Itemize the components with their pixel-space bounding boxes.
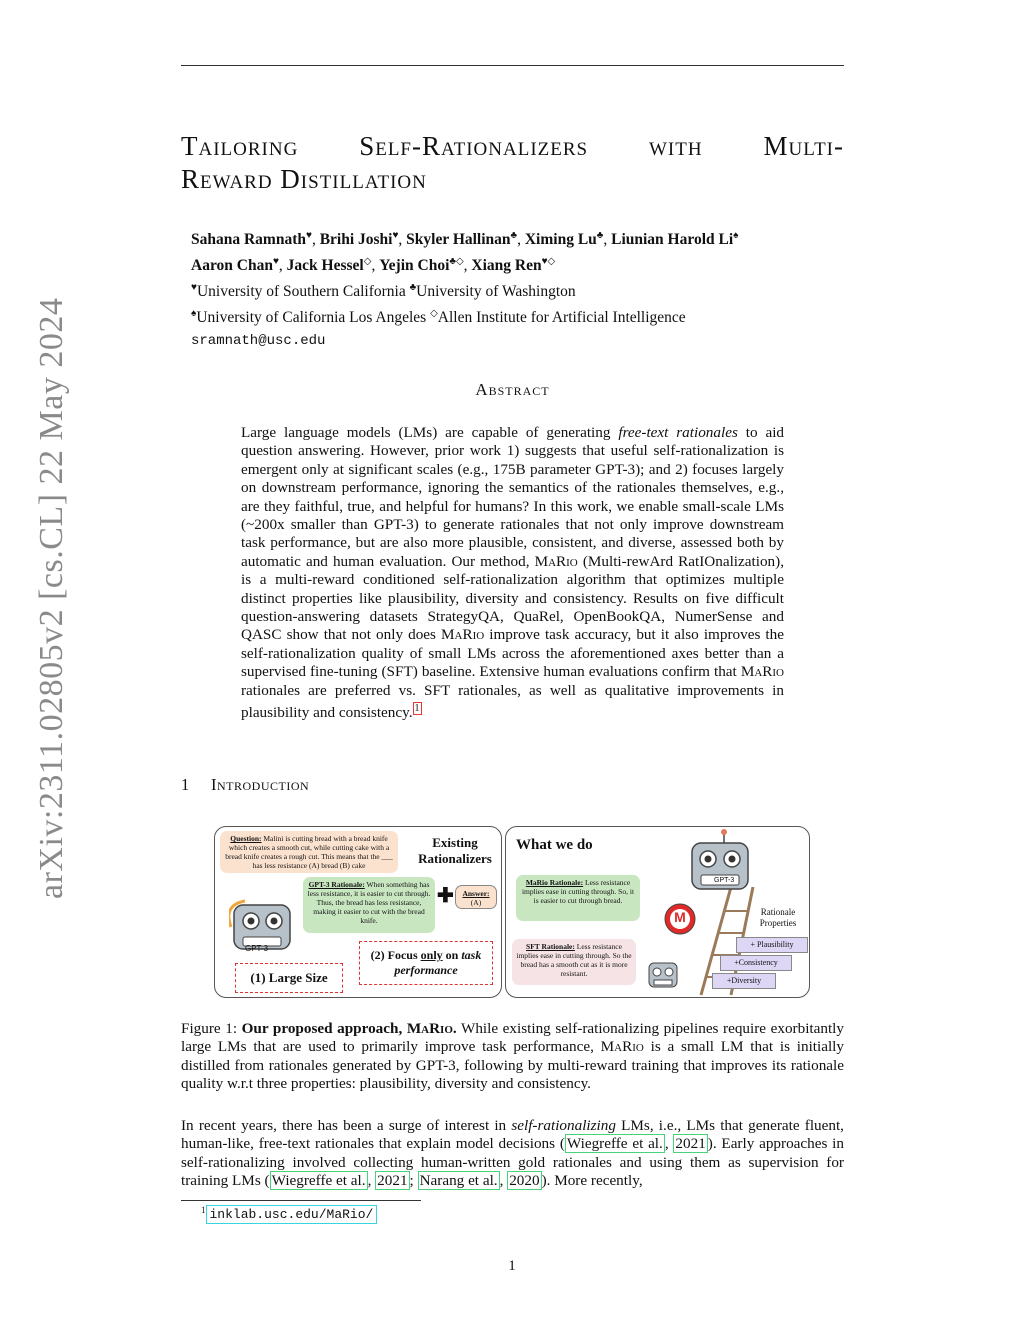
- intro-paragraph: In recent years, there has been a surge of interest in self-rationalizing LMs, i.e., LMs that generate fluent, human-like, free-text rationales that explain model decisions ( Wiegreffe et al. , 2021 ). Early approaches in self-rationalizing involved collecting human-written gold rationales and using them as supervision for training LMs ( Wiegreffe et al. , 2021 ; Narang et al. , 2020 ). More recently,: [181, 1117, 844, 1190]
- gpt3-tag: GPT-3: [245, 944, 269, 953]
- author-email: sramnath@usc.edu: [191, 332, 326, 349]
- method-name: MaRio: [406, 1020, 453, 1037]
- affil-mark: ◇: [430, 308, 438, 320]
- footnote-rule: [181, 1200, 421, 1201]
- footnote-url-link[interactable]: inklab.usc.edu/MaRio/: [206, 1205, 378, 1224]
- section-number: 1: [181, 775, 190, 794]
- figure-1: [214, 826, 810, 1000]
- body-text: ). Early approaches in self-rationalizing involved collecting human-written gold rationales and using them as supervision for training LMs (: [181, 1135, 844, 1190]
- author-name: Aaron Chan: [191, 257, 273, 275]
- author-line-1: Sahana Ramnath♥, Brihi Joshi♥, Skyler Hallinan♣, Ximing Lu♣, Liunian Harold Li♠: [191, 230, 739, 249]
- author-name: Ximing Lu: [524, 231, 597, 249]
- author-name: Skyler Hallinan: [406, 231, 511, 249]
- small-robot-icon: [646, 959, 680, 995]
- abstract-text: [241, 424, 784, 723]
- citation-link[interactable]: Wiegreffe et al.: [566, 1135, 663, 1153]
- affil-mark: ♥: [392, 230, 399, 241]
- answer-text: (A): [470, 898, 482, 907]
- method-name: MaRio: [600, 1038, 644, 1056]
- author-name: Liunian Harold Li: [611, 231, 734, 249]
- affiliation-line-1: [191, 277, 831, 303]
- body-text: In recent years, there has been a surge of interest in: [181, 1117, 512, 1134]
- caption-bold: Our proposed approach,: [241, 1020, 407, 1037]
- body-text: ). More recently,: [541, 1172, 643, 1190]
- abstract-run: improve task accuracy, but it also improves the self-rationalization quality of small LMs across the aforementioned axes better than a supervised fine-tuning (SFT) baseline. Extensive human evaluations confirm that: [241, 626, 784, 681]
- rationale-properties-title: Rationale Properties: [759, 907, 797, 928]
- mario-rationale-label: MaRio Rationale:: [525, 878, 584, 887]
- arxiv-side-label[interactable]: arXiv:2311.02805v2 [cs.CL] 22 May 2024: [33, 297, 70, 899]
- citation-year-link[interactable]: 2020: [509, 1172, 540, 1190]
- mario-rationale-bubble: [516, 875, 640, 921]
- sft-rationale-text: Less resistance implies ease in cutting through. So the bread has a smooth cut as it is more resistant.: [516, 942, 632, 978]
- question-bubble: [220, 831, 398, 873]
- focus-text: (2) Focus: [370, 948, 421, 962]
- gpt3-rationale-bubble: [303, 877, 435, 933]
- footnote-link[interactable]: 1: [414, 703, 420, 715]
- title-word: with: [649, 131, 703, 161]
- paper-title: [181, 130, 844, 196]
- affil-mark: ♥◇: [541, 256, 556, 268]
- method-name: MaRio: [441, 626, 485, 644]
- sft-rationale-bubble: [512, 939, 636, 985]
- title-line-2: Reward Distillation: [181, 164, 427, 194]
- method-name: MaRio: [534, 552, 578, 570]
- abstract-emphasis: free-text rationales: [618, 424, 738, 441]
- robot-climbing-icon: [684, 829, 754, 901]
- sft-rationale-label: SFT Rationale:: [526, 942, 575, 951]
- title-word: Tailoring: [181, 131, 299, 161]
- affiliation: University of California Los Angeles: [196, 309, 427, 327]
- affil-mark: ♣: [409, 282, 417, 294]
- right-panel-title: What we do: [516, 837, 593, 853]
- page-number: 1: [508, 1258, 516, 1274]
- question-text: Malini is cutting bread with a bread knife which creates a smooth cut, while cutting cake with a bread knife creates a rough cut. This means that the ___ has less resistance (A) bread (B) cake: [225, 834, 393, 870]
- gpt3-robot-tag: GPT-3: [714, 877, 735, 884]
- mario-rationale-text: Less resistance implies ease in cutting through. So, it is easier to cut through bread.: [521, 878, 635, 905]
- affil-mark: ♥: [272, 256, 279, 268]
- caption-text: is a small LM that is initially distilled from rationales generated by GPT-3, following by multi-reward training that improves its rationale quality w.r.t three properties: plausibility, diversity and consistency.: [181, 1038, 844, 1093]
- affil-mark: ♥: [306, 230, 312, 241]
- author-block: [191, 225, 831, 352]
- property-plausibility: + Plausibility: [736, 937, 808, 953]
- footnote: [201, 1205, 377, 1222]
- answer-bubble: [455, 885, 497, 909]
- author-line-2: Aaron Chan♥, Jack Hessel◇, Yejin Choi♣◇, Xiang Ren♥◇: [191, 256, 556, 275]
- author-name: Yejin Choi: [379, 257, 450, 275]
- focus-task-box: [359, 941, 493, 985]
- body-emphasis: self-rationalizing: [511, 1117, 616, 1134]
- citation-link[interactable]: Wiegreffe et al.: [271, 1172, 366, 1190]
- plus-icon: ✚: [437, 885, 454, 907]
- figure-caption: Figure 1: Our proposed approach, MaRio. While existing self-rationalizing pipelines require exorbitantly large LMs that are used to primarily improve task performance, MaRio is a small LM that is initially distilled from rationales generated by GPT-3, following by multi-reward training that improves its rationale quality w.r.t three properties: plausibility, diversity and consistency.: [181, 1020, 844, 1093]
- affiliation-line-2: [191, 303, 831, 329]
- caption-text: While existing self-rationalizing pipelines require exorbitantly large LMs that are used to primarily improve task performance,: [181, 1020, 844, 1056]
- citation-year-link[interactable]: 2021: [675, 1135, 706, 1153]
- affil-mark: ♣: [596, 230, 604, 241]
- property-diversity: +Diversity: [712, 973, 776, 989]
- affil-mark: ◇: [363, 256, 372, 268]
- mario-logo-letter: M: [674, 909, 686, 925]
- focus-only: only: [420, 948, 443, 962]
- left-panel-title: Existing Rationalizers: [418, 835, 492, 866]
- footnote-mark: 1: [201, 1205, 206, 1215]
- title-word: Self-Rationalizers: [359, 131, 589, 161]
- question-label: Question:: [230, 834, 262, 843]
- affiliation: University of Washington: [416, 283, 576, 301]
- abstract-run: to aid question answering. However, prior work 1) suggests that useful self-rationalization is emergent only at significant scales (e.g., 175B parameter GPT-3); and 2) focuses largely on downstream performance, ignoring the semantics of the rationales themselves, e.g., are they faithful, true, and helpful for humans? In this work, we enable small-scale LMs (~200x smaller than GPT-3) to generate rationales that not only improve downstream task performance, but are also more plausible, consistent, and diverse, assessed both by automatic and human evaluation. Our method,: [241, 424, 785, 570]
- author-name: Brihi Joshi: [319, 231, 393, 249]
- answer-label: Answer:: [462, 889, 490, 898]
- title-word: Multi-: [763, 131, 844, 161]
- citation-link[interactable]: Narang et al.: [419, 1172, 498, 1190]
- caption-label: Figure 1:: [181, 1020, 242, 1037]
- abstract-run: (Multi-rewArd RatIOnalization), is a multi-reward conditioned self-rationalization algorithm that optimizes multiple distinct properties like plausibility, diversity and consistency. Results on five difficult question-answering datasets StrategyQA, QuaRel, OpenBookQA, NumerSense and QASC show that not only does: [241, 552, 784, 644]
- affil-mark: ♣◇: [449, 256, 464, 268]
- author-name: Jack Hessel: [286, 257, 364, 275]
- gpt3-rationale-text: When something has less resistance, it is easier to cut through. Thus, the bread has less resistance, making it easier to cut with the bread knife.: [307, 880, 431, 925]
- citation-year-link[interactable]: 2021: [377, 1172, 408, 1190]
- abstract-run: rationales are preferred vs. SFT rationales, as well as qualitative improvements in plausibility and consistency.: [241, 681, 784, 722]
- focus-text: on: [442, 948, 462, 962]
- what-we-do-panel: [505, 826, 810, 998]
- method-name: MaRio: [740, 663, 784, 681]
- large-size-box: (1) Large Size: [235, 963, 343, 993]
- affil-mark: ♠: [733, 230, 739, 241]
- section-title: Introduction: [211, 775, 310, 794]
- affil-mark: ♠: [191, 308, 197, 320]
- author-name: Sahana Ramnath: [191, 231, 306, 249]
- abstract-run: Large language models (LMs) are capable of generating: [241, 424, 619, 441]
- existing-rationalizers-panel: [214, 826, 502, 998]
- focus-task: task performance: [394, 948, 482, 977]
- affiliation: Allen Institute for Artificial Intelligence: [437, 309, 686, 327]
- author-name: Xiang Ren: [471, 257, 542, 275]
- gpt3-rationale-label: GPT-3 Rationale:: [308, 880, 365, 889]
- abstract-heading: Abstract: [475, 380, 550, 399]
- body-text: LMs, i.e., LMs that generate fluent, human-like, free-text rationales that explain model decisions (: [181, 1117, 844, 1153]
- property-consistency: +Consistency: [720, 955, 792, 971]
- affil-mark: ♣: [510, 230, 518, 241]
- affiliation: University of Southern California: [196, 283, 406, 301]
- header-rule: [181, 65, 844, 66]
- section-heading: [181, 775, 309, 795]
- affil-mark: ♥: [191, 282, 197, 294]
